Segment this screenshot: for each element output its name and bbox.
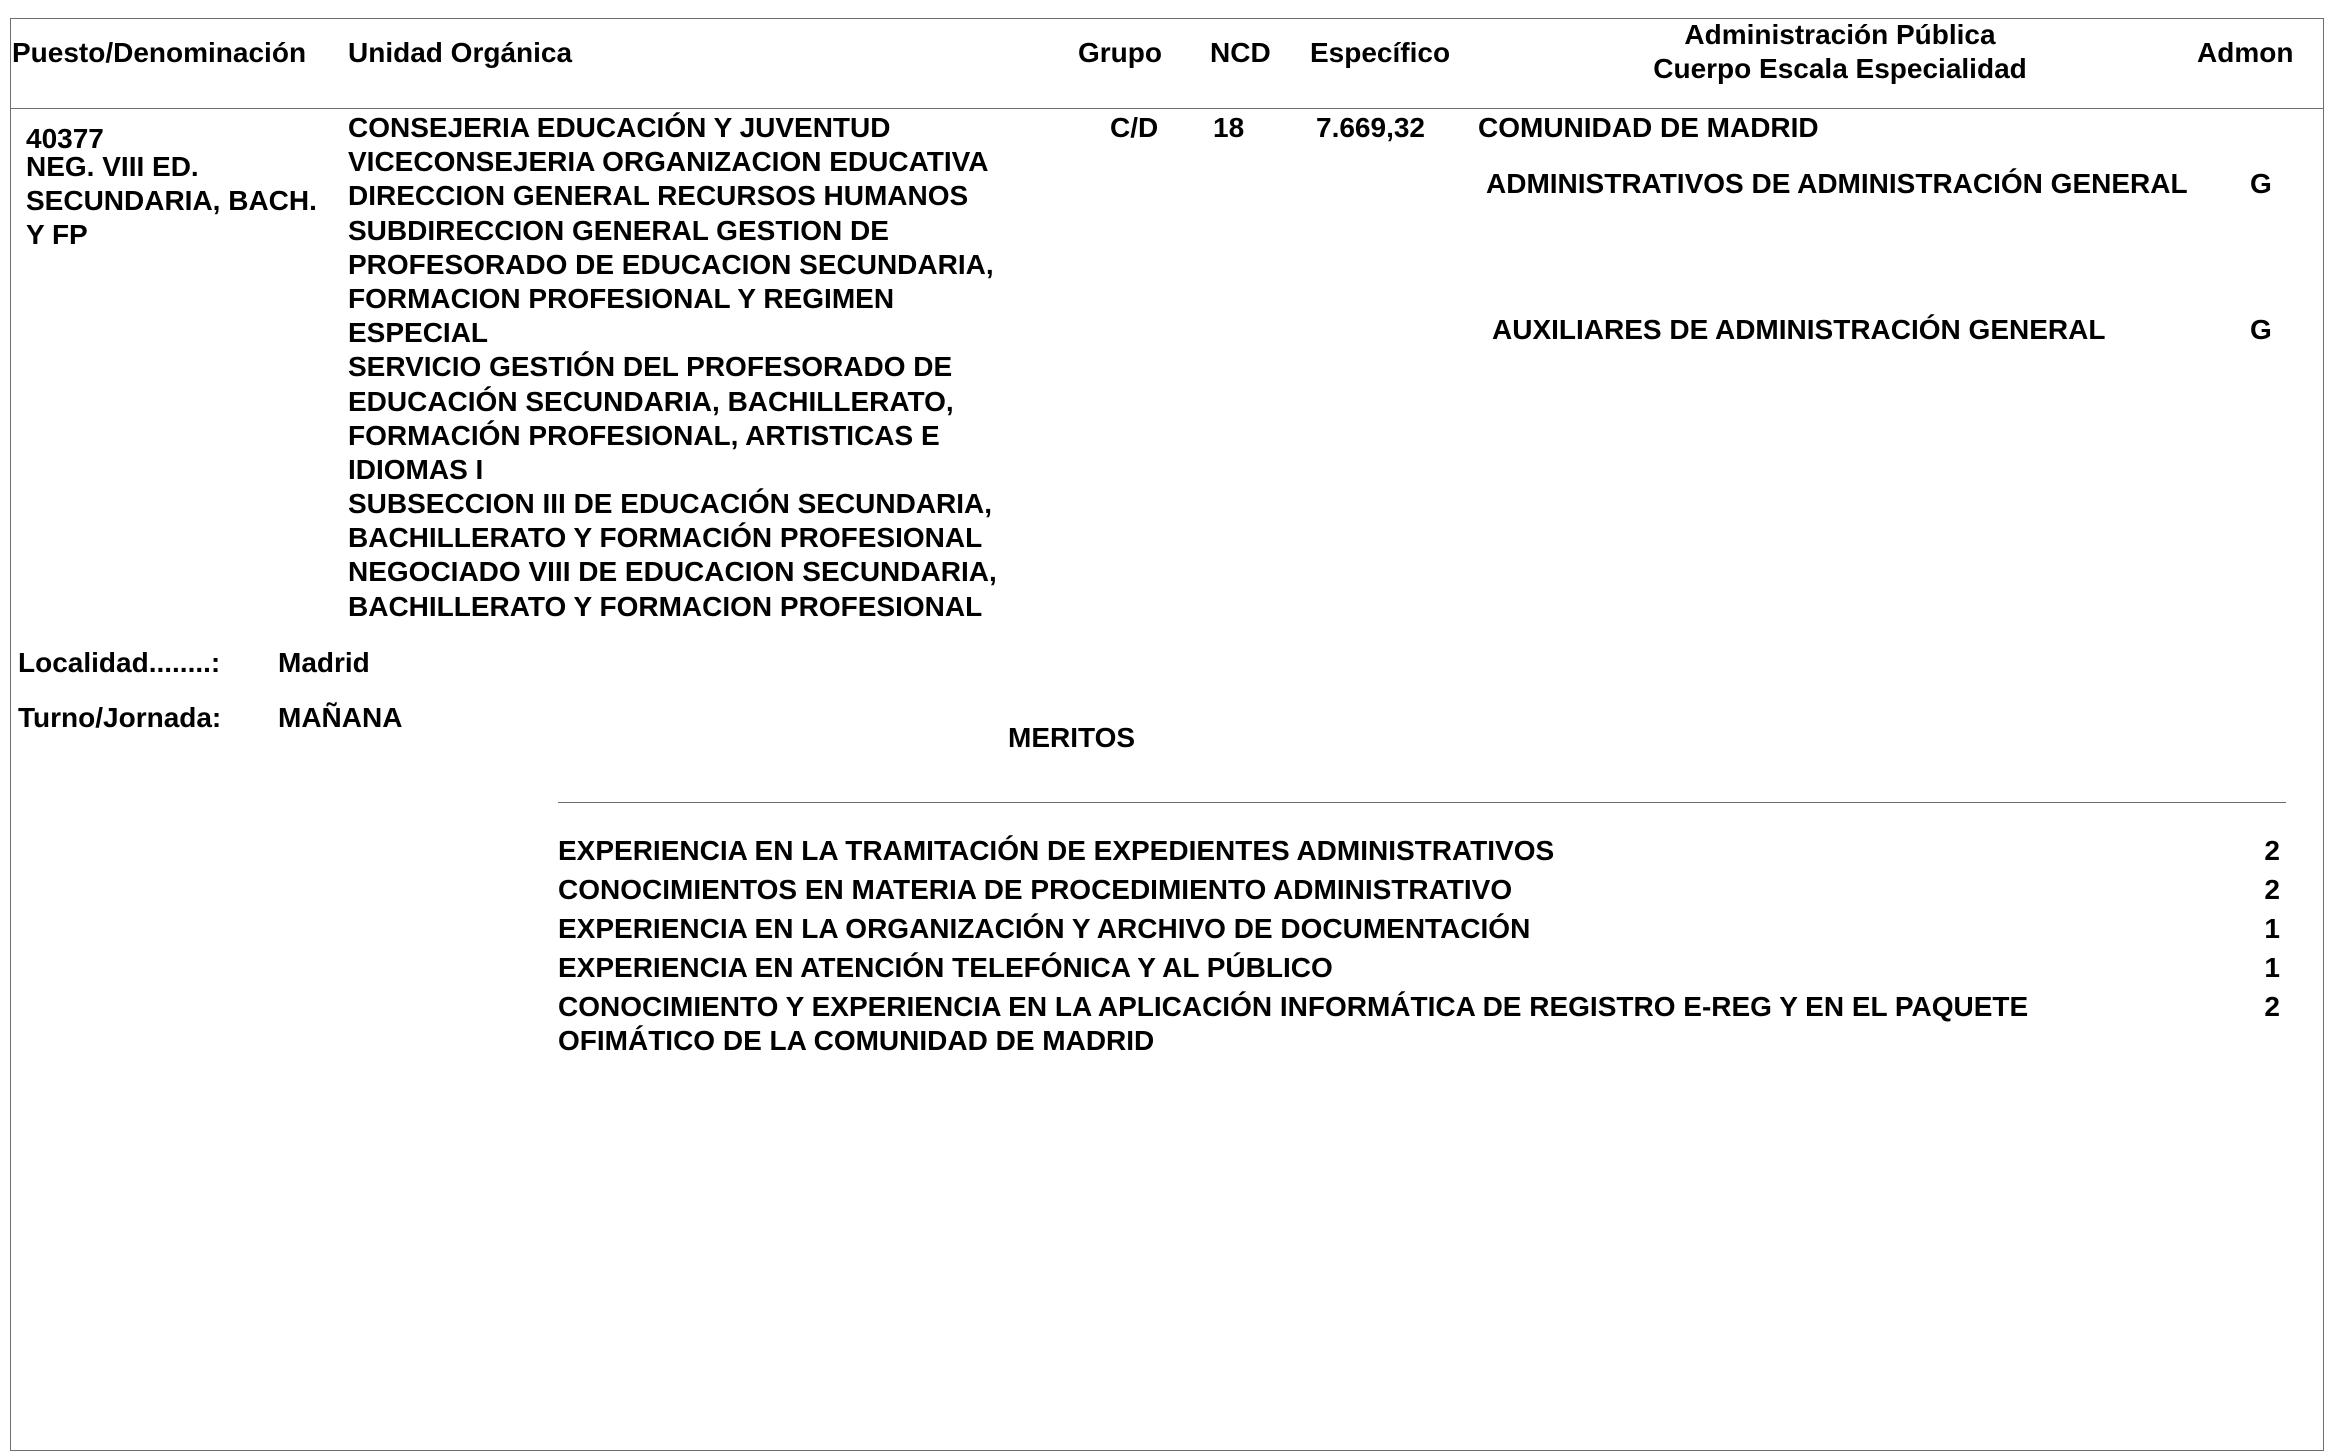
- localidad-value: Madrid: [278, 647, 370, 678]
- unidad-line: FORMACIÓN PROFESIONAL, ARTISTICAS E: [348, 419, 940, 451]
- turno-label: Turno/Jornada:: [18, 702, 222, 733]
- merit-score: 1: [2264, 913, 2280, 944]
- unidad-line: NEGOCIADO VIII DE EDUCACION SECUNDARIA,: [348, 556, 997, 588]
- admon-value: G: [2250, 168, 2272, 199]
- unidad-organica-block: [348, 111, 997, 624]
- admon-value: G: [2250, 314, 2272, 345]
- merit-score: 2: [2264, 991, 2280, 1022]
- merit-score: 1: [2264, 952, 2280, 983]
- unidad-line: SUBDIRECCION GENERAL GESTION DE: [348, 214, 889, 246]
- denominacion-line: NEG. VIII ED.: [26, 151, 199, 182]
- header-puesto: Puesto/Denominación: [12, 37, 307, 68]
- header-admin-publica: Administración Pública: [1684, 19, 1996, 50]
- meritos-title: MERITOS: [1008, 722, 1136, 753]
- unidad-line: CONSEJERIA EDUCACIÓN Y JUVENTUD: [348, 112, 891, 143]
- unidad-line: VICECONSEJERIA ORGANIZACION EDUCATIVA: [348, 146, 989, 178]
- localidad-label: Localidad........:: [18, 647, 221, 678]
- unidad-line: IDIOMAS I: [348, 453, 484, 485]
- admin-entidad: COMUNIDAD DE MADRID: [1478, 112, 1819, 143]
- unidad-line: FORMACION PROFESIONAL Y REGIMEN: [348, 282, 895, 314]
- unidad-line: PROFESORADO DE EDUCACION SECUNDARIA,: [348, 248, 994, 280]
- puesto-denominacion: [26, 150, 317, 253]
- unidad-line: SUBSECCION III DE EDUCACIÓN SECUNDARIA,: [348, 488, 993, 520]
- header-ncd: NCD: [1210, 37, 1271, 68]
- merit-score: 2: [2264, 835, 2280, 866]
- merit-score: 2: [2264, 874, 2280, 905]
- grupo-value: C/D: [1110, 112, 1159, 143]
- turno-value: MAÑANA: [278, 702, 403, 733]
- cuerpo-auxiliares: AUXILIARES DE ADMINISTRACIÓN GENERAL: [1492, 314, 2106, 345]
- header-cuerpo-escala: Cuerpo Escala Especialidad: [1653, 53, 2027, 84]
- merit-text: EXPERIENCIA EN LA TRAMITACIÓN DE EXPEDIENTES ADMINISTRATIVOS: [558, 835, 1555, 866]
- unidad-line: BACHILLERATO Y FORMACION PROFESIONAL: [348, 590, 983, 622]
- puesto-codigo: 40377: [26, 123, 104, 154]
- meritos-divider: [558, 802, 2286, 803]
- denominacion-line: SECUNDARIA, BACH.: [26, 185, 317, 217]
- merit-text: CONOCIMIENTO Y EXPERIENCIA EN LA APLICACIÓN INFORMÁTICA DE REGISTRO E-REG Y EN EL PAQUETE OFIMÁTICO DE LA COMUNIDAD DE MADRID: [558, 991, 2029, 1056]
- merit-text: EXPERIENCIA EN LA ORGANIZACIÓN Y ARCHIVO DE DOCUMENTACIÓN: [558, 913, 1531, 944]
- especifico-value: 7.669,32: [1316, 112, 1425, 143]
- unidad-line: ESPECIAL: [348, 317, 489, 349]
- unidad-line: BACHILLERATO Y FORMACIÓN PROFESIONAL: [348, 522, 983, 554]
- merit-text: EXPERIENCIA EN ATENCIÓN TELEFÓNICA Y AL PÚBLICO: [558, 952, 1333, 983]
- denominacion-line: Y FP: [26, 219, 88, 251]
- unidad-line: DIRECCION GENERAL RECURSOS HUMANOS: [348, 180, 969, 212]
- header-divider: [10, 108, 2324, 109]
- header-grupo: Grupo: [1078, 37, 1162, 68]
- cuerpo-administrativos: ADMINISTRATIVOS DE ADMINISTRACIÓN GENERAL: [1486, 168, 2188, 199]
- header-admon: Admon: [2197, 37, 2294, 68]
- unidad-line: EDUCACIÓN SECUNDARIA, BACHILLERATO,: [348, 385, 954, 417]
- merit-text: CONOCIMIENTOS EN MATERIA DE PROCEDIMIENTO ADMINISTRATIVO: [558, 874, 1513, 905]
- header-especifico: Específico: [1310, 37, 1451, 68]
- ncd-value: 18: [1213, 112, 1245, 143]
- header-unidad: Unidad Orgánica: [348, 37, 573, 68]
- unidad-line: SERVICIO GESTIÓN DEL PROFESORADO DE: [348, 351, 953, 383]
